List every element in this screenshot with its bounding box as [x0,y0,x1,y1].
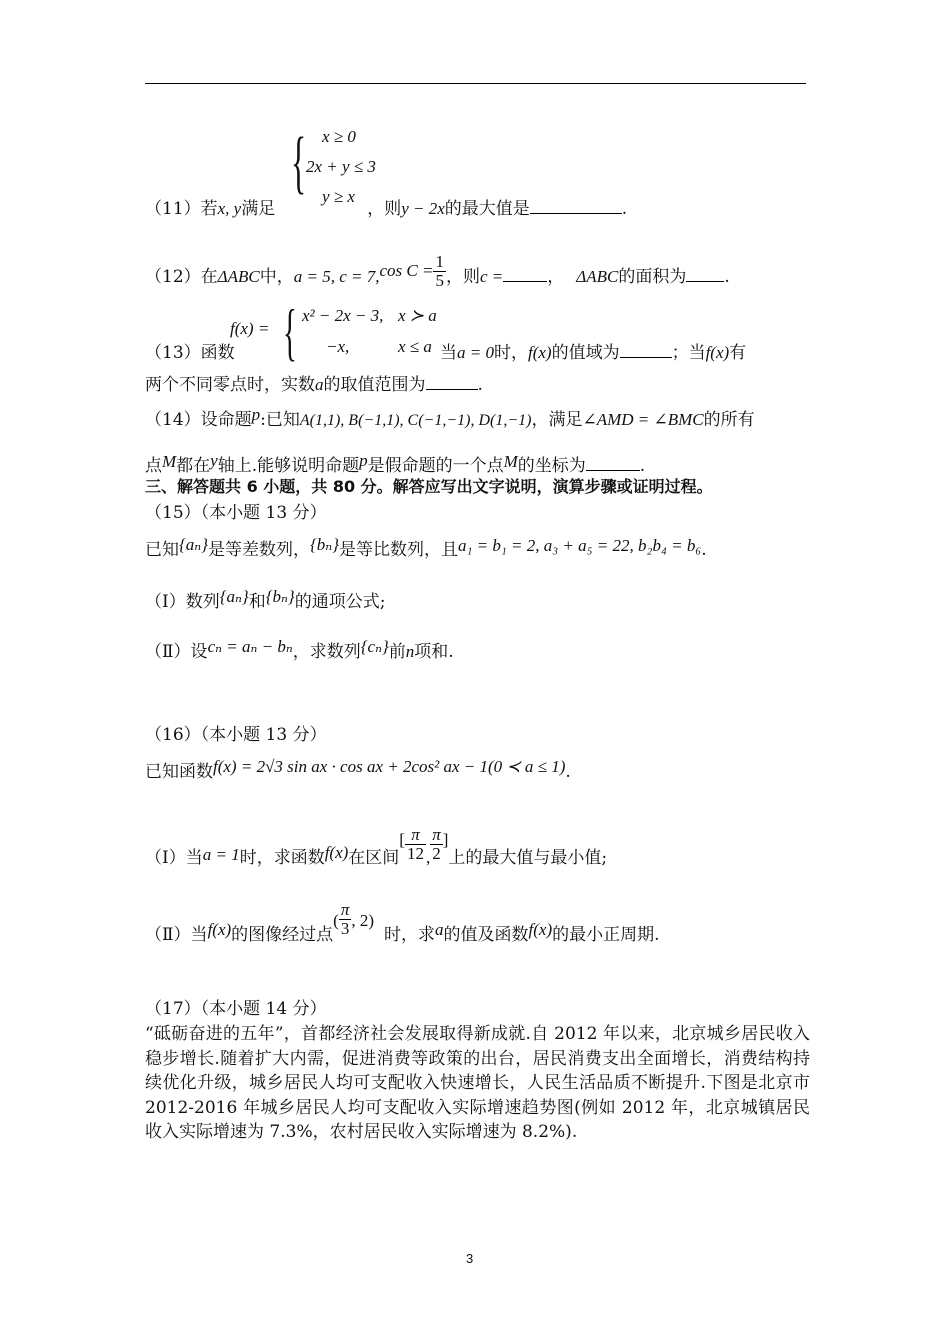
q15-cn: {cₙ} [360,637,389,656]
q16-a: a [435,920,444,939]
q14-p: p [359,451,368,470]
point-paren: ( [333,911,339,930]
q13-text: 的取值范围为 [323,375,426,395]
q11-prefix: （11）若 [145,199,218,219]
q16-fx: f(x) [528,920,553,939]
q12-fraction [433,253,446,290]
q14-p: p [251,405,261,424]
q12-text: 中， [259,267,294,287]
answer-blank [503,266,547,282]
q13-text: 有 [729,343,747,363]
q15-part1: （Ⅰ）数列 [145,592,220,612]
q15-condition: a₁ = b₁ = 2, a₃ + a₅ = 22, b₂b₄ = b₆ [458,536,702,555]
q14-text: 都在 [176,456,211,476]
answer-blank [620,342,672,358]
q14-text: 的坐标为 [517,456,586,476]
q16-text: 时，求函数 [239,848,325,868]
q13-a: a [315,375,324,394]
q16-text: . [565,762,571,782]
page-number: 3 [466,1251,474,1266]
system-line-2: 2x + y ≤ 3 [306,157,376,176]
interval-comma: , [425,848,431,867]
q15-text: 已知 [145,540,179,560]
q15-an: {aₙ} [179,535,208,554]
func-lhs: f(x) = [230,319,270,338]
interval-bracket: [ [399,830,405,849]
q14-text: 是假命题的一个点 [367,456,504,476]
answer-blank [586,455,640,471]
system-brace: { [291,124,307,201]
q14-M: M [162,452,177,471]
frac-den: 5 [435,271,444,290]
q16-part1: （Ⅰ）当 [145,848,203,868]
point-frac [339,901,352,938]
q15-text: . [701,540,707,560]
q15-text: 前 [388,642,406,662]
q14-angle: ∠AMD = ∠BMC [582,410,704,429]
q11-vars: x, y [217,199,242,218]
system-line-1: x ≥ 0 [322,127,356,146]
frac-num: π [340,900,350,919]
q16-a: a = 1 [202,845,240,864]
q15-header: （15）（本小题 13 分） [145,503,327,523]
cond-1: x ≻ a [398,306,437,325]
q17-body: “砥砺奋进的五年”，首都经济社会发展取得新成就.自 2012 年以来，北京城乡居民收入稳步增长.随着扩大内需，促进消费等政策的出台，居民消费支出全面增长，消费结构持续优化升级，城乡居民人均可支配收入快速增长，人民生活品质不断提升.下图是北京市 2012-2016 年城乡居民人均可支配收入实际增速趋势图(例如 2012 年，北京城镇居民收入实际增速为 7.3%，农村居民收入实际增速为 8.2%). [145,1024,810,1142]
q15-bn: {bₙ} [265,587,295,606]
q13-text: 两个不同零点时，实数 [145,375,315,395]
q13-fx: f(x) [705,343,730,362]
q15-text: ，求数列 [292,642,361,662]
q13-text: 的值域为 [551,343,620,363]
q12-prefix: （12）在 [145,267,218,287]
q14-y: y [210,451,218,470]
interval-bracket: ] [442,830,449,849]
q15-part2: （Ⅱ）设 [145,642,208,662]
q11-text: ，则 [367,199,402,219]
q16-text: 的值及函数 [443,925,529,945]
q16-text: 的图像经过点 [231,925,334,945]
q15-bn: {bₙ} [310,535,339,554]
q16-text: 的最小正周期. [552,925,660,945]
q12-text: ， [547,267,565,287]
q13-text: ；当 [671,343,706,363]
answer-blank [530,198,622,214]
q14-text: 点 [145,456,162,476]
q15-text: 和 [248,592,266,612]
q16-fx: f(x) [207,920,232,939]
q14-points: A(1,1), B(−1,1), C(−1,−1), D(1,−1) [299,412,532,429]
q11-text: 满足 [241,199,276,219]
question-12 [145,253,730,290]
q11-text: 的最大值是 [444,199,530,219]
q15-text: 的通项公式; [294,592,386,612]
frac-den: 12 [406,844,424,863]
q15-text: 是等差数列， [208,540,310,560]
q12-given: a = 5, c = 7, [293,267,380,286]
frac-num: π [432,825,441,844]
interval-frac-1 [405,826,426,863]
q16-part2: （Ⅱ）当 [145,925,208,945]
q16-text: 上的最大值与最小值; [448,848,608,868]
q12-c: c = [479,267,504,286]
q12-cos: cos C = [379,261,434,280]
q13-prefix: （13）函数 [145,343,235,363]
q16-text: 时，求 [384,925,436,945]
frac-num: π [405,826,426,845]
q15-n: n [405,642,415,661]
frac-num: 1 [435,252,444,271]
q14-text: 轴上.能够说明命题 [217,456,360,476]
frac-den: 3 [340,919,350,938]
q14-M: M [503,452,518,471]
q15-text: 是等比数列，且 [339,540,458,560]
q15-text: 项和. [414,642,454,662]
q16-fx: f(x) [324,843,349,862]
case-2: −x, [326,337,350,356]
section-3-heading: 三、解答题共 6 小题，共 80 分。解答应写出文字说明，演算步骤或证明过程。 [145,477,713,496]
q13-a: a = 0 [457,343,494,362]
q14-text: :已知 [260,410,300,430]
q12-triangle: ΔABC [576,267,619,286]
q15-cn-def: cₙ = aₙ − bₙ [207,637,293,656]
q13-text: 时， [493,343,528,363]
frac-den: 2 [432,844,441,863]
q14-text: 的所有 [703,410,755,430]
header-rule [145,83,806,84]
case-1: x² − 2x − 3, [302,306,384,325]
interval-frac-2 [430,826,443,863]
answer-blank [426,374,478,390]
q17-header: （17）（本小题 14 分） [145,999,327,1019]
q16-header: （16）（本小题 13 分） [145,725,327,745]
q11-expr: y − 2x [401,199,445,218]
q13-end: . [477,375,483,395]
q14-prefix: （14）设命题 [145,410,252,430]
point-rest: , 2) [351,911,375,930]
q13-text: 当 [440,343,457,363]
q16-text: 在区间 [348,848,400,868]
answer-blank [686,266,724,282]
q12-text: 的面积为 [618,267,687,287]
q14-text: ，满足 [531,410,583,430]
cond-2: x ≤ a [398,337,432,356]
q15-an: {aₙ} [219,587,249,606]
system-line-3: y ≥ x [322,187,355,206]
q13-fx: f(x) [527,343,552,362]
q16-function: f(x) = 2√3 sin ax · cos ax + 2cos² ax − 1(0 ≺ a ≤ 1) [213,757,566,776]
q16-text: 已知函数 [145,762,213,782]
piecewise-brace: { [283,296,297,367]
q12-triangle: ΔABC [217,267,260,286]
q12-text: ，则 [445,267,480,287]
q14-end: . [639,456,646,476]
q12-end: . [724,267,730,287]
q11-end: . [621,199,628,219]
